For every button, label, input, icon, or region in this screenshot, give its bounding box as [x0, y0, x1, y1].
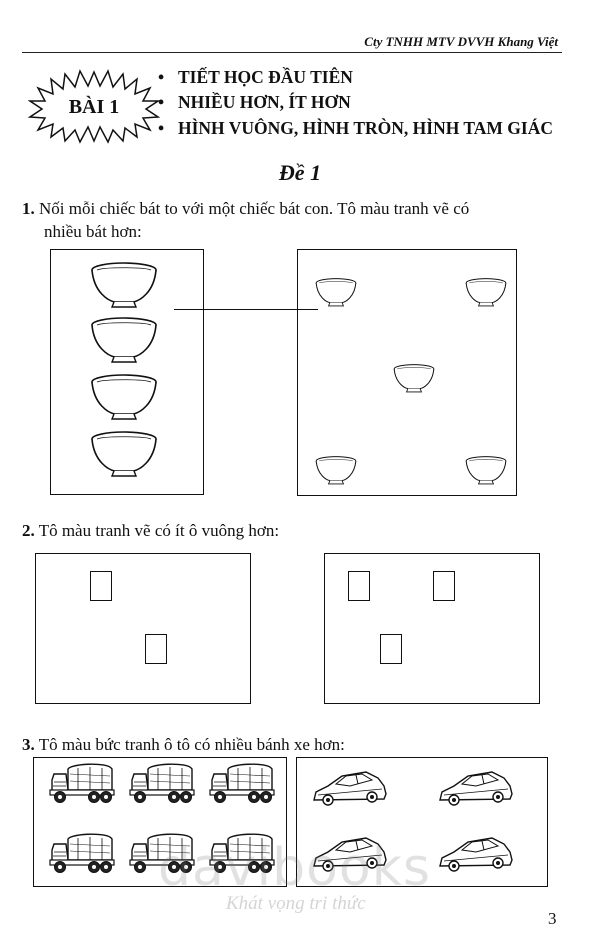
small-bowl-icon [394, 365, 434, 392]
watermark-slogan: Khát vọng tri thức [226, 893, 366, 914]
topic-text: NHIỀU HƠN, ÍT HƠN [178, 92, 351, 112]
small-bowl-icon [466, 457, 506, 484]
square-shape [145, 634, 167, 664]
topic-text: TIẾT HỌC ĐẦU TIÊN [178, 67, 353, 87]
squares-frame-right[interactable] [324, 553, 540, 704]
small-bowl-icon [316, 457, 356, 484]
big-bowl-icon [92, 375, 156, 419]
small-bowl-icon [466, 279, 506, 306]
car-icon [440, 838, 512, 871]
square-shape [348, 571, 370, 601]
car-icon [314, 772, 386, 805]
bullet-dot: • [158, 92, 165, 112]
small-bowl-icon [316, 279, 356, 306]
bullet-dot: • [158, 118, 165, 138]
car-icon [440, 772, 512, 805]
truck-icon [210, 764, 274, 802]
watermark-brand: davibooks [158, 838, 431, 898]
question-text: Nối mỗi chiếc bát to với một chiếc bát con. Tô màu tranh vẽ có [39, 199, 470, 218]
truck-icon [50, 834, 114, 872]
topic-text: HÌNH VUÔNG, HÌNH TRÒN, HÌNH TAM GIÁC [178, 118, 553, 138]
question-number: 3. [22, 735, 35, 754]
question-2 [22, 519, 279, 542]
question-1-continued: nhiều bát hơn: [44, 222, 142, 241]
question-number: 2. [22, 521, 35, 540]
question-text: Tô màu tranh vẽ có ít ô vuông hơn: [38, 521, 280, 540]
square-shape [380, 634, 402, 664]
truck-icon [50, 764, 114, 802]
truck-icon [130, 764, 194, 802]
big-bowl-icon [92, 318, 156, 362]
question-number: 1. [22, 199, 35, 218]
big-bowl-icon [92, 263, 156, 307]
lesson-badge-label: BÀI 1 [68, 96, 120, 118]
big-bowl-icon [92, 432, 156, 476]
square-shape [433, 571, 455, 601]
bullet-dot: • [158, 67, 165, 87]
square-shape [90, 571, 112, 601]
publisher-header: Cty TNHH MTV DVVH Khang Việt [364, 34, 558, 49]
page-number: 3 [548, 909, 557, 928]
squares-frame-left[interactable] [35, 553, 251, 704]
question-text: Tô màu bức tranh ô tô có nhiều bánh xe hơn: [38, 735, 345, 754]
section-title: Đề 1 [278, 160, 322, 185]
